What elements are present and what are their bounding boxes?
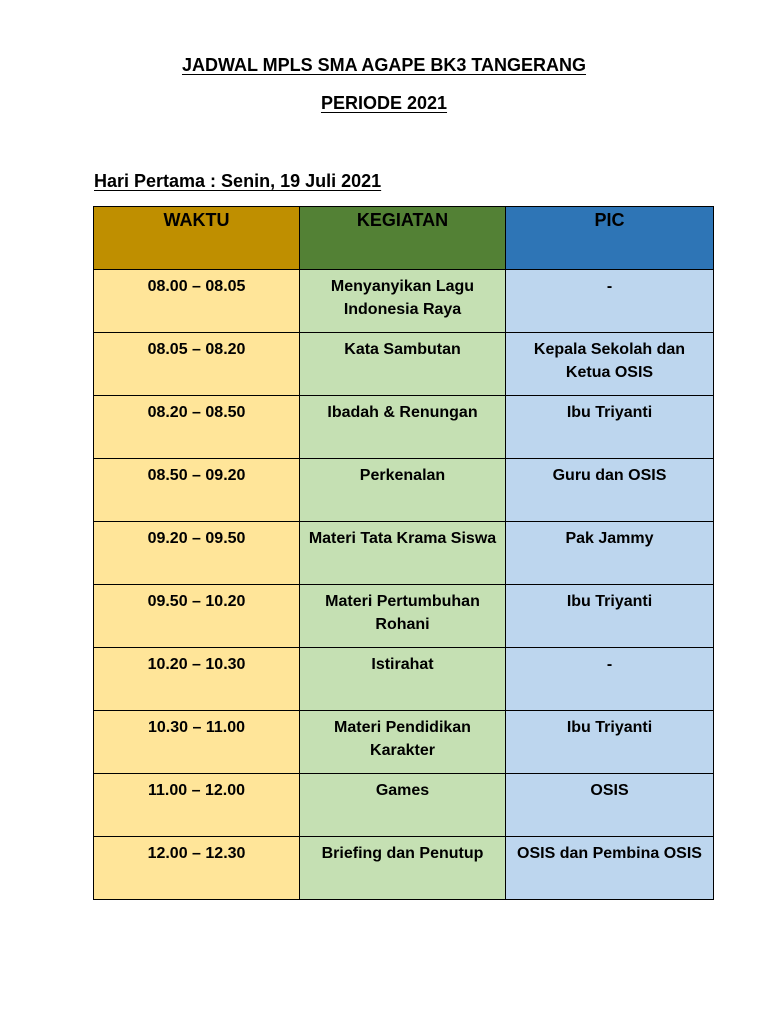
table-row bbox=[94, 270, 714, 333]
document-period: PERIODE 2021 bbox=[320, 93, 448, 113]
cell-waktu: 08.50 – 09.20 bbox=[94, 459, 300, 522]
table-header-row bbox=[94, 207, 714, 270]
cell-pic: Ibu Triyanti bbox=[506, 396, 714, 459]
cell-kegiatan: Kata Sambutan bbox=[300, 333, 506, 396]
cell-pic: Guru dan OSIS bbox=[506, 459, 714, 522]
cell-kegiatan: Briefing dan Penutup bbox=[300, 837, 506, 900]
cell-kegiatan: Ibadah & Renungan bbox=[300, 396, 506, 459]
cell-pic: - bbox=[506, 270, 714, 333]
cell-pic: Ibu Triyanti bbox=[506, 585, 714, 648]
cell-pic: OSIS bbox=[506, 774, 714, 837]
cell-waktu: 11.00 – 12.00 bbox=[94, 774, 300, 837]
cell-waktu: 10.20 – 10.30 bbox=[94, 648, 300, 711]
cell-kegiatan: Menyanyikan Lagu Indonesia Raya bbox=[300, 270, 506, 333]
table-row bbox=[94, 459, 714, 522]
document-title: JADWAL MPLS SMA AGAPE BK3 TANGERANG bbox=[181, 55, 587, 75]
cell-waktu: 09.50 – 10.20 bbox=[94, 585, 300, 648]
cell-kegiatan: Games bbox=[300, 774, 506, 837]
header-pic: PIC bbox=[506, 207, 714, 270]
cell-pic: Pak Jammy bbox=[506, 522, 714, 585]
cell-waktu: 09.20 – 09.50 bbox=[94, 522, 300, 585]
cell-pic: Kepala Sekolah dan Ketua OSIS bbox=[506, 333, 714, 396]
table-row bbox=[94, 333, 714, 396]
schedule-table bbox=[93, 206, 714, 900]
cell-waktu: 08.05 – 08.20 bbox=[94, 333, 300, 396]
cell-kegiatan: Materi Pendidikan Karakter bbox=[300, 711, 506, 774]
cell-pic: - bbox=[506, 648, 714, 711]
cell-pic: OSIS dan Pembina OSIS bbox=[506, 837, 714, 900]
table-row bbox=[94, 585, 714, 648]
cell-kegiatan: Istirahat bbox=[300, 648, 506, 711]
cell-kegiatan: Materi Tata Krama Siswa bbox=[300, 522, 506, 585]
table-row bbox=[94, 396, 714, 459]
cell-waktu: 08.20 – 08.50 bbox=[94, 396, 300, 459]
cell-pic: Ibu Triyanti bbox=[506, 711, 714, 774]
day-heading: Hari Pertama : Senin, 19 Juli 2021 bbox=[94, 171, 382, 191]
header-kegiatan: KEGIATAN bbox=[300, 207, 506, 270]
table-row bbox=[94, 648, 714, 711]
cell-kegiatan: Materi Pertumbuhan Rohani bbox=[300, 585, 506, 648]
cell-waktu: 08.00 – 08.05 bbox=[94, 270, 300, 333]
table-row bbox=[94, 774, 714, 837]
table-row bbox=[94, 711, 714, 774]
cell-waktu: 12.00 – 12.30 bbox=[94, 837, 300, 900]
table-row bbox=[94, 837, 714, 900]
cell-kegiatan: Perkenalan bbox=[300, 459, 506, 522]
cell-waktu: 10.30 – 11.00 bbox=[94, 711, 300, 774]
header-waktu: WAKTU bbox=[94, 207, 300, 270]
table-row bbox=[94, 522, 714, 585]
